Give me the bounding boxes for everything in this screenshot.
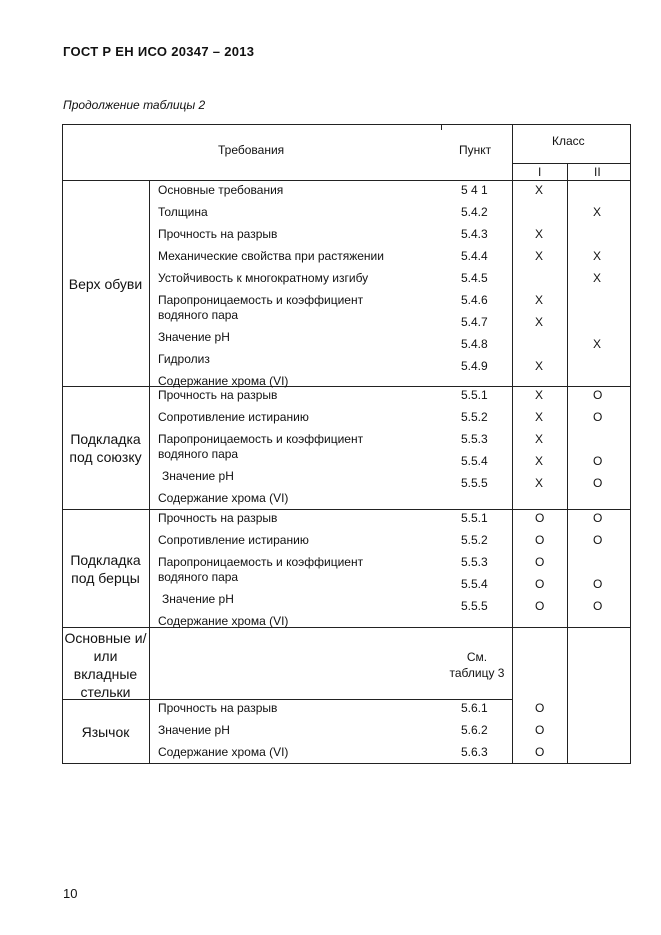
row-req: Содержание хрома (VI)	[158, 374, 289, 388]
header-clause: Пункт	[459, 143, 492, 157]
row-class-1: X	[535, 249, 544, 263]
header-class: Класс	[552, 134, 585, 148]
row-req: Основные требования	[158, 183, 284, 197]
group-name-insoles: Основные и/или вкладные стельки	[64, 630, 147, 700]
row-clause: 5.4.8	[461, 337, 488, 351]
row-req: Значение pH	[158, 723, 230, 737]
row-class-2: O	[593, 410, 603, 424]
row-clause: 5.6.2	[461, 723, 488, 737]
row-class-1: O	[535, 745, 545, 759]
row-class-1: X	[535, 476, 544, 490]
row-clause: 5.5.4	[461, 454, 488, 468]
row-class-1: O	[535, 533, 545, 547]
row-class-1: X	[535, 359, 544, 373]
row-class-1: X	[535, 432, 544, 446]
row-class-2: X	[593, 249, 602, 263]
insoles-clause-reference: См. таблицу 3	[449, 650, 505, 680]
row-req: Паропроницаемость и коэффициент	[158, 432, 364, 446]
row-clause: 5.5.3	[461, 555, 488, 569]
row-req: Значение pH	[158, 330, 230, 344]
row-req-cont: водяного пара	[158, 447, 239, 461]
class-column-divider	[512, 124, 513, 764]
row-req: Устойчивость к многократному изгибу	[158, 271, 369, 285]
row-class-1: X	[535, 410, 544, 424]
row-class-2: O	[593, 599, 603, 613]
clause-column-tick	[441, 124, 442, 130]
row-class-2: O	[593, 388, 603, 402]
row-req-cont: водяного пара	[158, 570, 239, 584]
row-clause: 5.4.7	[461, 315, 488, 329]
group-name-tongue: Язычок	[81, 724, 130, 740]
row-class-1: X	[535, 454, 544, 468]
row-class-1: O	[535, 599, 545, 613]
row-clause: 5.5.5	[461, 599, 488, 613]
group-divider-3	[62, 627, 631, 628]
row-class-1: X	[535, 227, 544, 241]
row-req: Паропроницаемость и коэффициент	[158, 555, 364, 569]
header-divider	[62, 180, 631, 181]
row-clause: 5.5.5	[461, 476, 488, 490]
row-req: Содержание хрома (VI)	[158, 614, 289, 628]
group-divider-1	[62, 386, 631, 387]
row-class-1: O	[535, 511, 545, 525]
group-name-quarter-lining: Подкладка под берцы	[70, 552, 141, 586]
row-class-1: O	[535, 701, 545, 715]
row-class-1: O	[535, 723, 545, 737]
row-req: Паропроницаемость и коэффициент	[158, 293, 364, 307]
row-clause: 5.6.3	[461, 745, 488, 759]
row-clause: 5.5.2	[461, 410, 488, 424]
row-clause: 5.4.4	[461, 249, 488, 263]
row-class-2: O	[593, 511, 603, 525]
row-req: Сопротивление истиранию	[158, 533, 309, 547]
row-clause: 5.4.9	[461, 359, 488, 373]
row-clause: 5.5.3	[461, 432, 488, 446]
row-req: Толщина	[158, 205, 208, 219]
row-clause: 5.5.2	[461, 533, 488, 547]
row-req: Сопротивление истиранию	[158, 410, 309, 424]
row-clause: 5.5.1	[461, 511, 488, 525]
row-clause: 5.4.3	[461, 227, 488, 241]
document-header: ГОСТ Р ЕН ИСО 20347 – 2013	[63, 44, 255, 59]
group-column-divider	[149, 180, 150, 764]
row-req: Гидролиз	[158, 352, 210, 366]
row-class-1: X	[535, 388, 544, 402]
group-divider-2	[62, 509, 631, 510]
row-req: Прочность на разрыв	[158, 511, 278, 525]
row-clause: 5.4.6	[461, 293, 488, 307]
row-clause: 5.5.1	[461, 388, 488, 402]
row-req: Содержание хрома (VI)	[158, 491, 289, 505]
row-class-2: O	[593, 476, 603, 490]
row-class-2: X	[593, 337, 602, 351]
row-class-1: X	[535, 293, 544, 307]
row-class-1: X	[535, 315, 544, 329]
row-clause: 5.5.4	[461, 577, 488, 591]
group-name-vamp-lining: Подкладка под союзку	[69, 431, 142, 465]
page-number: 10	[63, 886, 78, 901]
row-class-2: X	[593, 205, 602, 219]
row-clause: 5.6.1	[461, 701, 488, 715]
row-clause: 5.4.2	[461, 205, 488, 219]
row-req-cont: водяного пара	[158, 308, 239, 322]
row-class-1: O	[535, 577, 545, 591]
class-subheader-divider	[512, 163, 631, 164]
class-split-divider	[567, 163, 568, 764]
row-class-1: O	[535, 555, 545, 569]
row-req: Значение pH	[162, 592, 234, 606]
row-clause: 5.4.5	[461, 271, 488, 285]
row-req: Прочность на разрыв	[158, 227, 278, 241]
row-req: Механические свойства при растяжении	[158, 249, 384, 263]
group-name-upper: Верх обуви	[68, 276, 143, 292]
header-class-1: I	[538, 165, 542, 179]
row-class-2: O	[593, 577, 603, 591]
header-requirements: Требования	[218, 143, 285, 157]
table-continuation-caption: Продолжение таблицы 2	[63, 98, 206, 112]
row-class-2: O	[593, 533, 603, 547]
row-clause: 5 4 1	[461, 183, 488, 197]
row-req: Значение pH	[162, 469, 234, 483]
row-class-2: O	[593, 454, 603, 468]
row-req: Прочность на разрыв	[158, 701, 278, 715]
row-req: Прочность на разрыв	[158, 388, 278, 402]
row-class-2: X	[593, 271, 602, 285]
row-class-1: X	[535, 183, 544, 197]
header-class-2: II	[594, 165, 601, 179]
row-req: Содержание хрома (VI)	[158, 745, 289, 759]
